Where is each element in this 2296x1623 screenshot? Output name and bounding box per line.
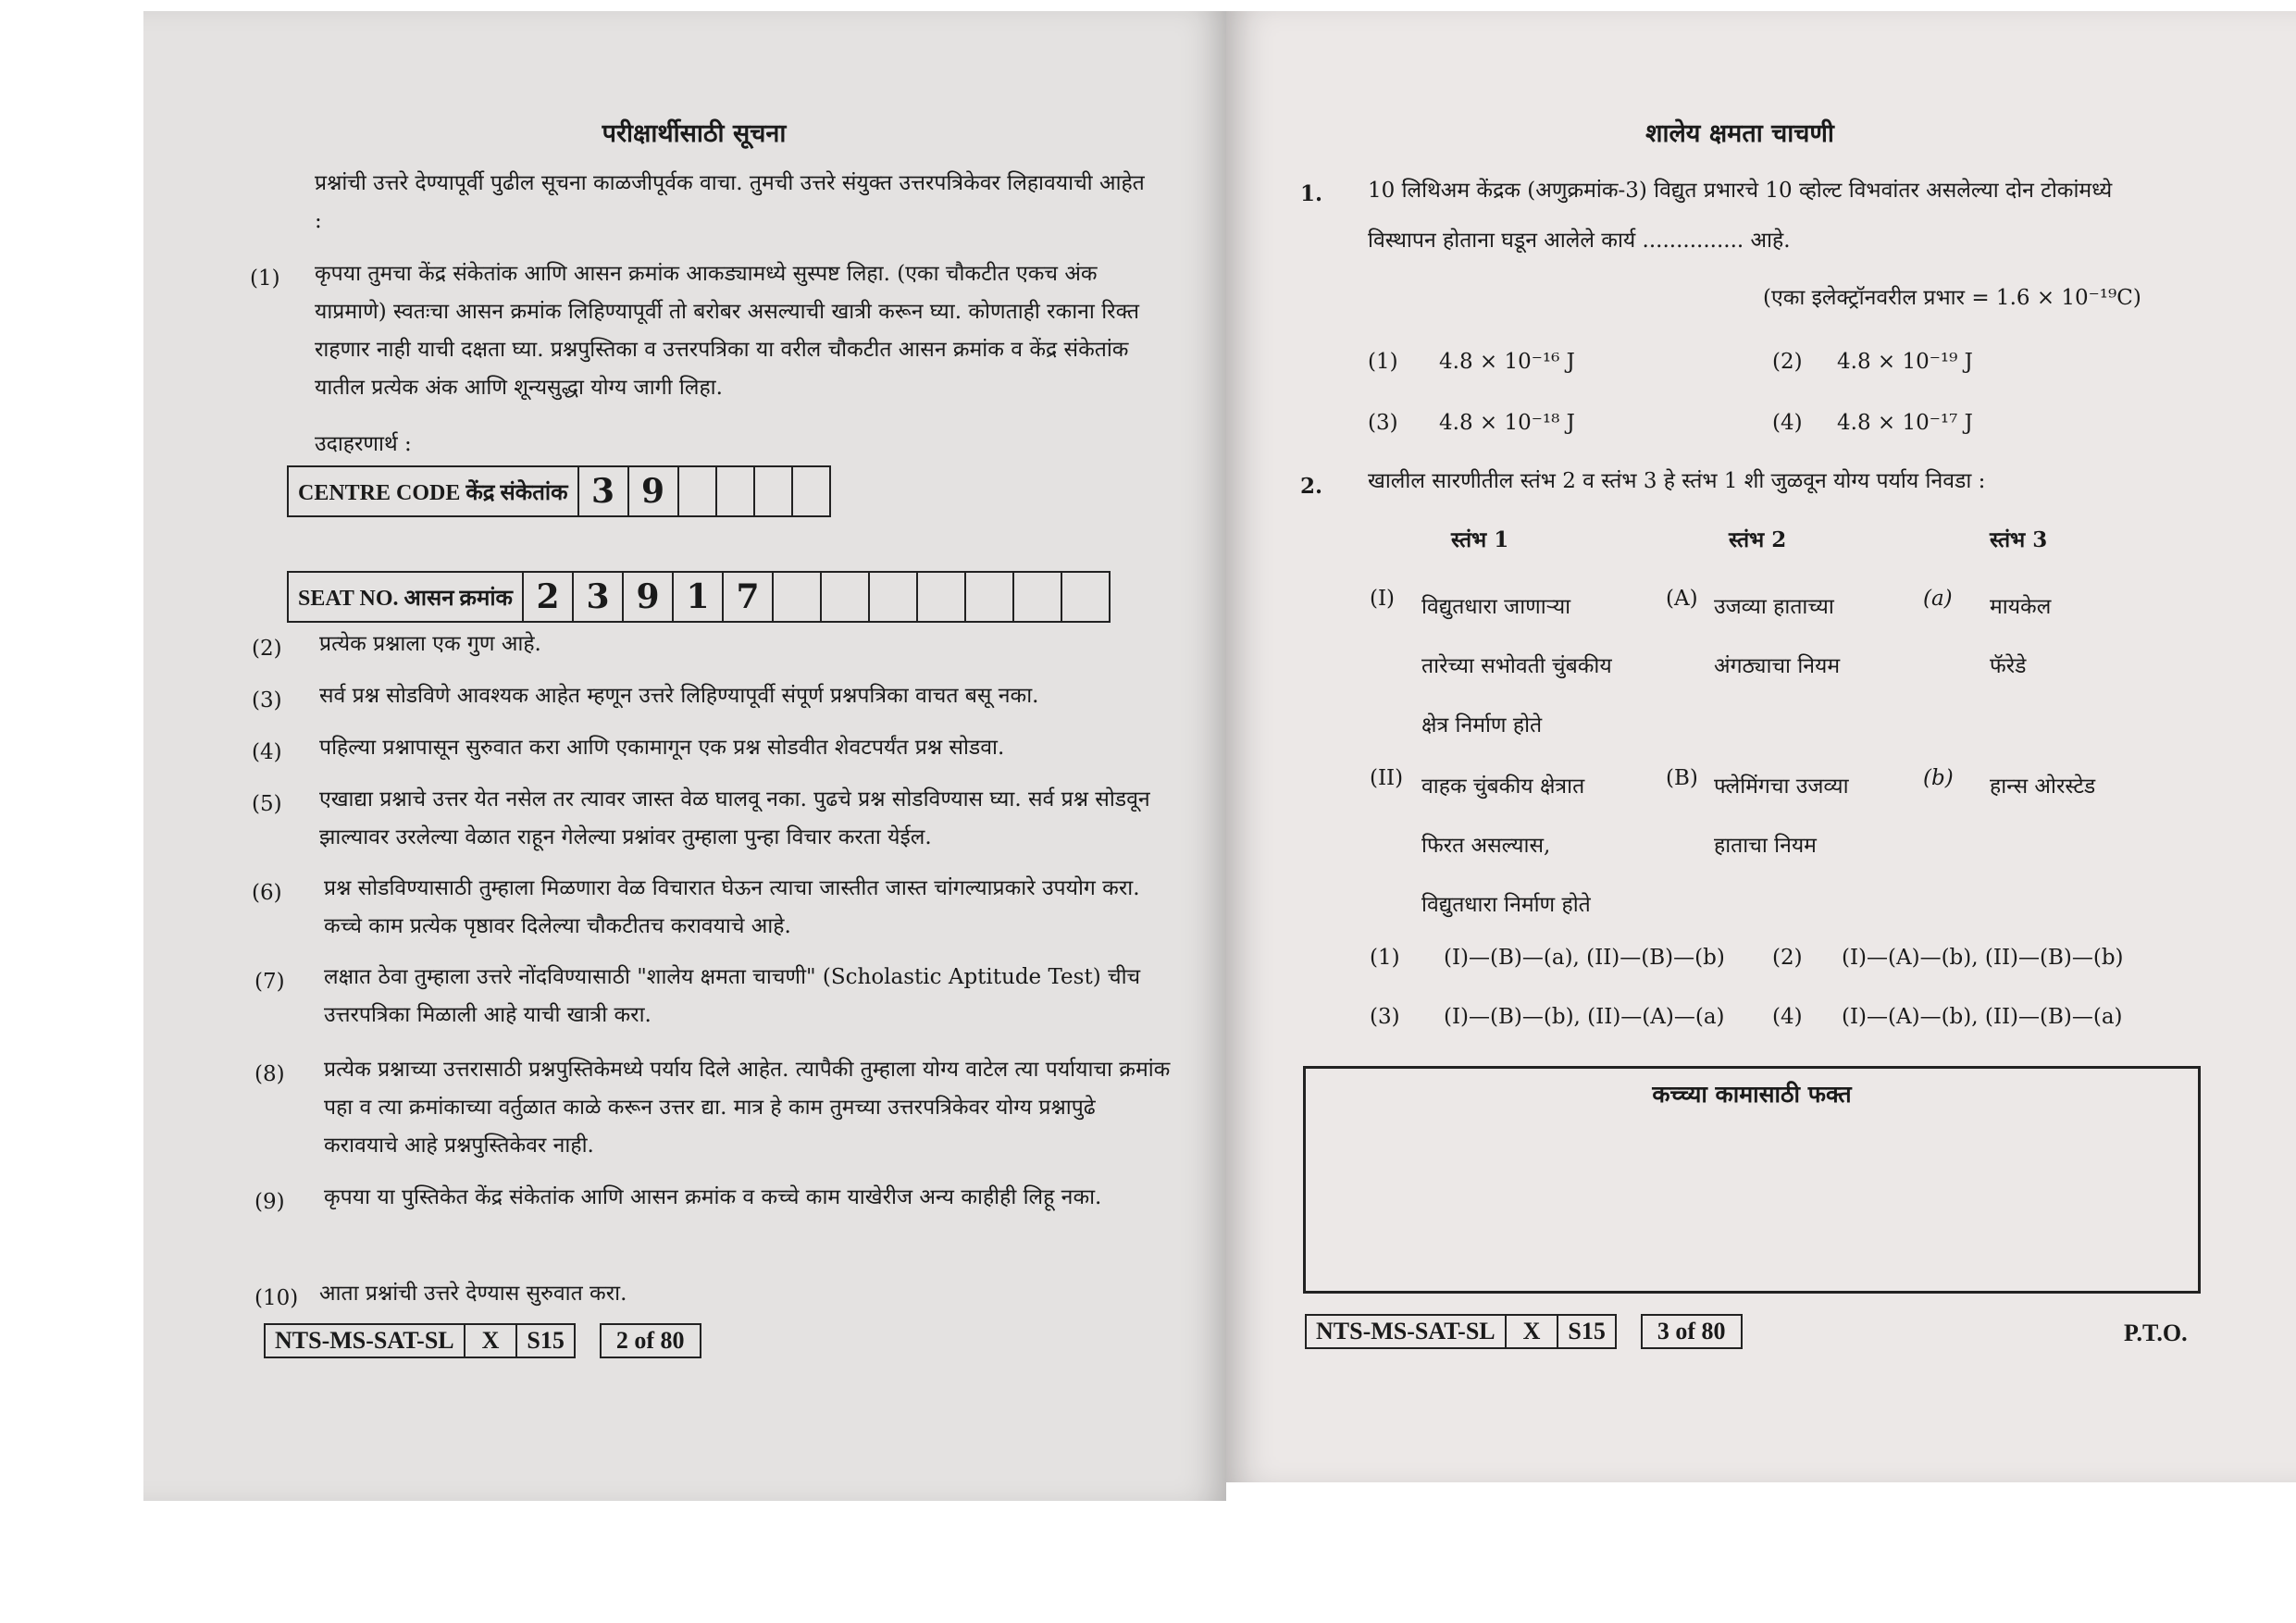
q2-option-2-number: (2): [1772, 946, 1803, 970]
seat-digit: [1062, 573, 1109, 621]
row-1-col1-line: क्षेत्र निर्माण होते: [1421, 713, 1543, 737]
row-1-col1-line: तारेच्या सभोवती चुंबकीय: [1421, 654, 1612, 678]
seat-digit: [774, 573, 822, 621]
right-footer: [1305, 1314, 1743, 1349]
q2-option-4[interactable]: (I)—(A)—(b), (II)—(B)—(a): [1842, 1005, 2123, 1029]
item-6-text: प्रश्न सोडविण्यासाठी तुम्हाला मिळणारा वेळ विचारात घेऊन त्याचा जास्तीत जास्त चांगल्याप्रकारे उपयोग करा. कच्चे काम प्रत्येक पृष्ठावर दिलेल्या चौकटीतच करावयाचे आहे.: [324, 876, 1140, 938]
row-2-col2-label: (B): [1666, 766, 1698, 790]
centre-digit: [717, 467, 755, 515]
row-2-label: (II): [1370, 766, 1404, 790]
q2-number: 2.: [1300, 474, 1323, 499]
row-2-col3-label: (b): [1923, 766, 1954, 790]
seat-digit: [966, 573, 1014, 621]
seat-digit: 3: [574, 573, 624, 621]
instructions-intro: प्रश्नांची उत्तरे देण्यापूर्वी पुढील सूचना काळजीपूर्वक वाचा. तुमची उत्तरे संयुक्त उत्तरपत्रिकेवर लिहावयाची आहेत :: [315, 171, 1145, 233]
item-8-text: प्रत्येक प्रश्नाच्या उत्तरासाठी प्रश्नपुस्तिकेमध्ये पर्याय दिले आहेत. त्यापैकी तुम्हाला योग्य वाटेल त्या पर्यायाचा क्रमांक पहा व त्या क्रमांकाच्या वर्तुळात काळे करून उत्तर द्या. मात्र हे काम तुमच्या उत्तरपत्रिकेवर योग्य प्रश्नापुढे करावयाचे आहे प्रश्नपुस्तिकेवर नाही.: [324, 1058, 1171, 1158]
item-5-text: एखाद्या प्रश्नाचे उत्तर येत नसेल तर त्यावर जास्त वेळ घालवू नका. पुढचे प्रश्न सोडविण्यास घ्या. सर्व प्रश्न सोडवून झाल्यावर उरलेल्या वेळात राहून गेलेल्या प्रश्नांवर तुम्हाला पुन्हा विचार करता येईल.: [319, 787, 1150, 849]
footer-code: NTS-MS-SAT-SL: [264, 1323, 465, 1358]
centre-digit: [755, 467, 793, 515]
item-3-number: (3): [252, 688, 282, 712]
item-4-number: (4): [252, 740, 282, 764]
rough-work-box[interactable]: [1303, 1066, 2201, 1294]
row-1-label: (I): [1370, 587, 1396, 611]
item-1-text: कृपया तुमचा केंद्र संकेतांक आणि आसन क्रमांक आकड्यामध्ये सुस्पष्ट लिहा. (एका चौकटीत एकच अंक याप्रमाणे) स्वतःचा आसन क्रमांक लिहिण्यापूर्वी तो बरोबर असल्याची खात्री करून घ्या. कोणताही रकाना रिक्त राहणार नाही याची दक्षता घ्या. प्रश्नपुस्तिका व उत्तरपत्रिका या वरील चौकटीत आसन क्रमांक व केंद्र संकेतांक यातील प्रत्येक अंक आणि शून्यसुद्धा योग्य जागी लिहा.: [315, 262, 1140, 400]
seat-digit: [918, 573, 966, 621]
footer-code: NTS-MS-SAT-SL: [1305, 1314, 1507, 1349]
instructions-title: परीक्षार्थीसाठी सूचना: [602, 119, 787, 148]
row-2-col2-line: हाताचा नियम: [1714, 834, 1817, 858]
left-footer: [264, 1323, 701, 1358]
row-1-col3-line: फॅरेडे: [1990, 654, 2027, 678]
item-4-text: पहिल्या प्रश्नापासून सुरुवात करा आणि एकामागून एक प्रश्न सोडवीत शेवटपर्यंत प्रश्न सोडवा.: [319, 736, 1005, 760]
q2-option-4-number: (4): [1772, 1005, 1803, 1029]
item-1-number: (1): [250, 266, 280, 291]
example-label: उदाहरणार्थ :: [315, 432, 412, 456]
q2-option-1-number: (1): [1370, 946, 1400, 970]
centre-code-box: [287, 465, 831, 517]
footer-std: X: [1507, 1314, 1559, 1349]
item-6-number: (6): [252, 881, 282, 905]
centre-digit: 3: [579, 467, 629, 515]
item-2-number: (2): [252, 637, 282, 661]
q1-number: 1.: [1300, 181, 1323, 206]
row-1-column-2: [1714, 577, 1840, 696]
column-2-header: स्तंभ 2: [1729, 527, 1787, 552]
seat-number-box: [287, 571, 1111, 623]
row-1-col2-line: अंगठ्याचा नियम: [1714, 654, 1841, 678]
rough-work-label: कच्च्या कामासाठी फक्त: [1652, 1081, 1852, 1108]
row-2-col2-line: फ्लेमिंगचा उजव्या: [1714, 774, 1849, 799]
row-2-col1-line: फिरत असल्यास,: [1421, 834, 1551, 858]
item-2-text: प्रत्येक प्रश्नाला एक गुण आहे.: [319, 632, 541, 656]
item-9-number: (9): [254, 1190, 285, 1214]
item-10-number: (10): [254, 1286, 299, 1310]
seat-digit: 9: [624, 573, 674, 621]
q1-text-line2: विस्थापन होताना घडून आलेले कार्य ............... आहे.: [1368, 229, 1791, 253]
row-1-col1-line: विद्युतधारा जाणाऱ्या: [1421, 595, 1571, 619]
q2-option-1[interactable]: (I)—(B)—(a), (II)—(B)—(b): [1444, 946, 1725, 970]
row-2-col1-line: वाहक चुंबकीय क्षेत्रात: [1421, 774, 1585, 799]
item-7-number: (7): [254, 970, 285, 994]
centre-digit: 9: [629, 467, 679, 515]
seat-digit: [1014, 573, 1062, 621]
seat-digit: 1: [674, 573, 724, 621]
pto-label: P.T.O.: [2124, 1319, 2188, 1346]
seat-digit: 7: [724, 573, 774, 621]
seat-digit: [870, 573, 918, 621]
q1-option-3[interactable]: 4.8 × 10⁻¹⁸ J: [1439, 411, 1575, 435]
q1-option-2[interactable]: 4.8 × 10⁻¹⁹ J: [1837, 350, 1973, 374]
row-2-column-2: [1714, 757, 1849, 875]
q1-option-1[interactable]: 4.8 × 10⁻¹⁶ J: [1439, 350, 1575, 374]
column-3-header: स्तंभ 3: [1990, 527, 2048, 552]
row-2-col3-line: हान्स ओरस्टेड: [1990, 774, 2096, 799]
row-2-col1-line: विद्युतधारा निर्माण होते: [1421, 893, 1591, 917]
q1-note: (एका इलेक्ट्रॉनवरील प्रभार = 1.6 × 10⁻¹⁹C): [1763, 286, 2141, 310]
q1-option-4[interactable]: 4.8 × 10⁻¹⁷ J: [1837, 411, 1973, 435]
q2-option-2[interactable]: (I)—(A)—(b), (II)—(B)—(b): [1842, 946, 2124, 970]
item-7-text: लक्षात ठेवा तुम्हाला उत्तरे नोंदविण्यासाठी "शालेय क्षमता चाचणी" (Scholastic Aptitude Test) चीच उत्तरपत्रिका मिळाली आहे याची खात्री करा.: [324, 965, 1141, 1027]
test-title: शालेय क्षमता चाचणी: [1645, 119, 1834, 148]
footer-std: X: [465, 1323, 518, 1358]
item-5-number: (5): [252, 792, 282, 816]
q1-option-3-number: (3): [1368, 411, 1398, 435]
row-1-column-3: [1990, 577, 2051, 696]
q1-option-2-number: (2): [1772, 350, 1803, 374]
row-1-col2-line: उजव्या हाताच्या: [1714, 595, 1834, 619]
item-9-text: कृपया या पुस्तिकेत केंद्र संकेतांक आणि आसन क्रमांक व कच्चे काम याखेरीज अन्य काहीही लिहू नका.: [324, 1185, 1102, 1209]
q2-option-3-number: (3): [1370, 1005, 1400, 1029]
row-1-column-1: [1421, 577, 1612, 755]
row-1-col3-line: मायकेल: [1990, 595, 2052, 619]
centre-code-label: CENTRE CODE केंद्र संकेतांक: [289, 467, 579, 515]
q1-option-1-number: (1): [1368, 350, 1398, 374]
item-8-number: (8): [254, 1062, 285, 1086]
column-1-header: स्तंभ 1: [1451, 527, 1509, 552]
footer-series: S15: [1558, 1314, 1616, 1349]
q2-text: खालील सारणीतील स्तंभ 2 व स्तंभ 3 हे स्तंभ 1 शी जुळवून योग्य पर्याय निवडा :: [1368, 469, 1986, 493]
seat-digit: 2: [524, 573, 574, 621]
q1-option-4-number: (4): [1772, 411, 1803, 435]
q2-option-3[interactable]: (I)—(B)—(b), (II)—(A)—(a): [1444, 1005, 1725, 1029]
seat-digit: [822, 573, 870, 621]
row-2-column-1: [1421, 757, 1591, 935]
centre-digit: [679, 467, 717, 515]
row-1-col2-label: (A): [1666, 587, 1698, 611]
item-3-text: सर्व प्रश्न सोडविणे आवश्यक आहेत म्हणून उत्तरे लिहिण्यापूर्वी संपूर्ण प्रश्नपत्रिका वाचत बसू नका.: [319, 684, 1039, 708]
footer-series: S15: [517, 1323, 575, 1358]
footer-page-number: 2 of 80: [600, 1323, 701, 1358]
seat-number-label: SEAT NO. आसन क्रमांक: [289, 573, 524, 621]
row-1-col3-label: (a): [1923, 587, 1953, 611]
centre-digit: [793, 467, 829, 515]
q1-text-line1: 10 लिथिअम केंद्रक (अणुक्रमांक-3) विद्युत प्रभारचे 10 व्होल्ट विभवांतर असलेल्या दोन टोकांमध्ये: [1368, 179, 2113, 203]
footer-page-number: 3 of 80: [1641, 1314, 1743, 1349]
row-2-column-3: [1990, 757, 2095, 816]
item-10-text: आता प्रश्नांची उत्तरे देण्यास सुरुवात करा.: [319, 1282, 627, 1306]
